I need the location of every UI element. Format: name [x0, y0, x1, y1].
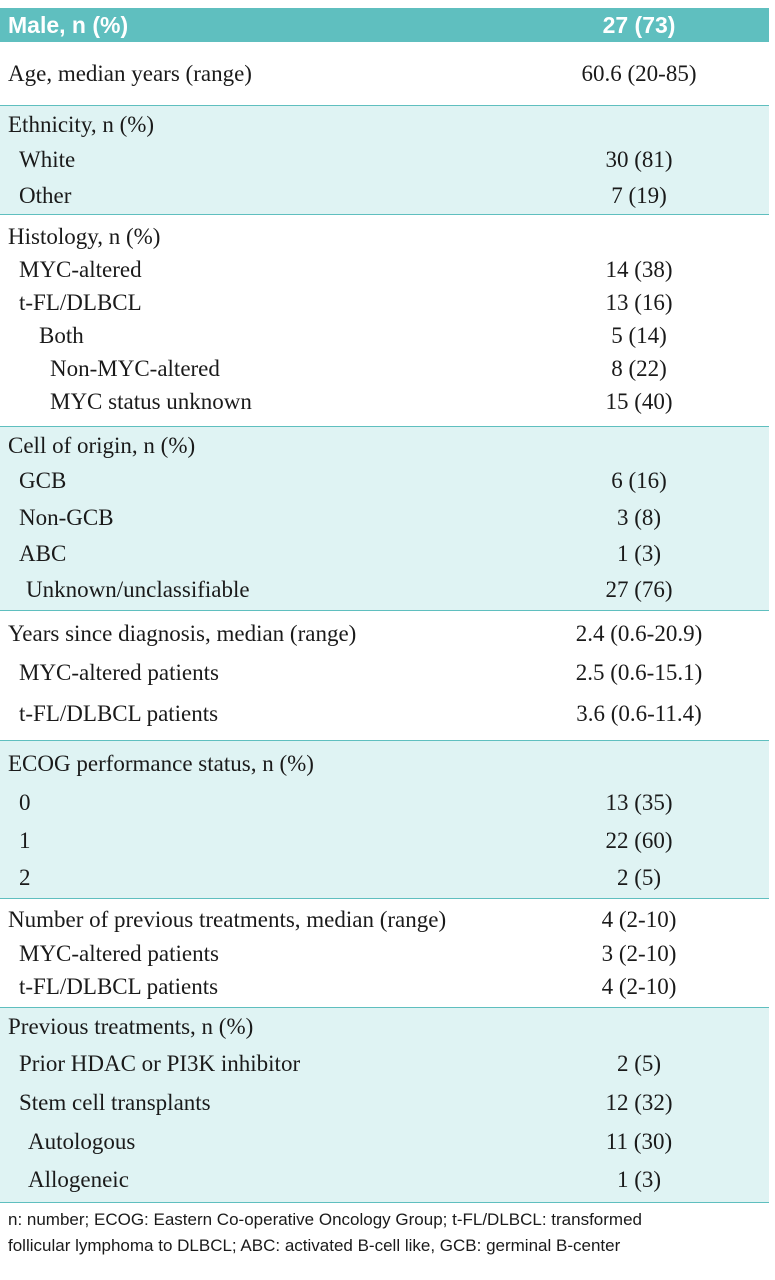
- footnote-line-2: follicular lymphoma to DLBCL; ABC: activated B-cell like, GCB: germinal B-center: [8, 1236, 621, 1255]
- table-row: [0, 462, 769, 500]
- table-row: [0, 1083, 769, 1122]
- table-row: [0, 1044, 769, 1083]
- row-label: Number of previous treatments, median (range): [8, 907, 447, 932]
- row-label: 0: [19, 789, 31, 815]
- table-row: [0, 652, 769, 694]
- row-label: Other: [19, 182, 72, 208]
- row-value: 3.6 (0.6-11.4): [576, 701, 702, 726]
- section-histology: [0, 215, 769, 427]
- table-row: [0, 1122, 769, 1161]
- row-label: Both: [39, 322, 84, 348]
- row-value: 4 (2-10): [601, 973, 677, 999]
- footnote-line-1: n: number; ECOG: Eastern Co-operative Oncology Group; t-FL/DLBCL: transformed: [8, 1210, 642, 1229]
- row-value: 11 (30): [605, 1128, 673, 1154]
- row-value: 60.6 (20-85): [581, 60, 697, 86]
- row-value: 13 (35): [605, 789, 673, 815]
- row-label: MYC-altered: [19, 256, 142, 282]
- row-label: t-FL/DLBCL patients: [19, 973, 219, 999]
- row-value: 12 (32): [605, 1089, 673, 1115]
- row-label: White: [19, 147, 76, 172]
- table-row: [0, 572, 769, 608]
- table-row: [0, 822, 769, 860]
- row-label: Age, median years (range): [8, 60, 252, 86]
- section-ethnicity: [0, 106, 769, 215]
- row-label: Years since diagnosis, median (range): [8, 620, 357, 646]
- row-label: Histology, n (%): [8, 224, 161, 249]
- row-label: t-FL/DLBCL patients: [19, 701, 219, 726]
- table-row: [0, 937, 769, 970]
- row-label: MYC-altered patients: [19, 660, 219, 685]
- row-value: 2 (5): [616, 865, 662, 890]
- table-row: [0, 536, 769, 572]
- row-label: GCB: [19, 468, 67, 493]
- row-label: MYC status unknown: [50, 388, 252, 414]
- section-ecog: [0, 741, 769, 899]
- table-row: [0, 352, 769, 385]
- row-label: Allogeneic: [28, 1166, 129, 1192]
- table-row: [0, 783, 769, 822]
- row-value: 8 (22): [611, 355, 667, 381]
- table-row: [0, 745, 769, 783]
- table-row: [0, 179, 769, 212]
- table-row: [0, 1010, 769, 1044]
- row-label: Non-GCB: [19, 505, 114, 530]
- row-label: Autologous: [28, 1128, 136, 1154]
- table-row: [0, 429, 769, 462]
- section-years-since-diagnosis: [0, 611, 769, 741]
- row-label: Previous treatments, n (%): [8, 1014, 254, 1039]
- header-value: 27 (73): [602, 11, 676, 38]
- section-previous-treatments: [0, 1008, 769, 1203]
- table-row: [0, 385, 769, 418]
- row-value: 2.5 (0.6-15.1): [575, 660, 703, 685]
- row-value: 2.4 (0.6-20.9): [575, 620, 703, 646]
- row-value: 2 (5): [616, 1050, 662, 1076]
- row-label: Ethnicity, n (%): [8, 111, 155, 137]
- table-row: [0, 286, 769, 319]
- row-label: Non-MYC-altered: [50, 355, 220, 381]
- row-value: 1 (3): [616, 541, 662, 566]
- row-label: ECOG performance status, n (%): [8, 751, 314, 776]
- row-value: 1 (3): [616, 1166, 662, 1192]
- row-value: 3 (8): [616, 505, 662, 530]
- section-cell-of-origin: [0, 427, 769, 611]
- row-value: 4 (2-10): [601, 907, 677, 932]
- row-value: 15 (40): [605, 388, 673, 414]
- row-label: Unknown/unclassifiable: [26, 577, 250, 602]
- section-number-previous-treatments: [0, 899, 769, 1008]
- table-row: [0, 615, 769, 652]
- table-row: [0, 108, 769, 141]
- row-label: MYC-altered patients: [19, 940, 219, 966]
- table-row: [0, 500, 769, 536]
- row-label: 1: [19, 828, 31, 853]
- row-label: Prior HDAC or PI3K inhibitor: [19, 1050, 301, 1076]
- row-value: 14 (38): [605, 256, 673, 282]
- table-row: [0, 694, 769, 734]
- row-value: 27 (76): [605, 577, 673, 602]
- table-row: [0, 903, 769, 937]
- baseline-characteristics-table: [0, 8, 769, 1259]
- row-label: Stem cell transplants: [19, 1089, 211, 1115]
- row-value: 5 (14): [611, 322, 667, 348]
- table-row: [0, 970, 769, 1003]
- row-value: 30 (81): [605, 147, 673, 172]
- row-value: 22 (60): [605, 828, 673, 853]
- table-row: [0, 1161, 769, 1198]
- row-label: t-FL/DLBCL: [19, 289, 142, 315]
- row-value: 7 (19): [611, 182, 667, 208]
- table-footnote: [0, 1203, 769, 1259]
- header-label: Male, n (%): [8, 11, 129, 38]
- section-age: [0, 42, 769, 106]
- row-value: 6 (16): [611, 468, 667, 493]
- table-row: [0, 319, 769, 352]
- table-header-row: [0, 8, 769, 42]
- row-label: Cell of origin, n (%): [8, 432, 196, 458]
- table-row: [0, 253, 769, 286]
- row-value: 3 (2-10): [601, 940, 677, 966]
- row-label: 2: [19, 865, 31, 890]
- row-label: ABC: [19, 541, 67, 566]
- table-row: [0, 42, 769, 105]
- table-row: [0, 141, 769, 179]
- row-value: 13 (16): [605, 289, 673, 315]
- table-row: [0, 221, 769, 253]
- table-row: [0, 860, 769, 896]
